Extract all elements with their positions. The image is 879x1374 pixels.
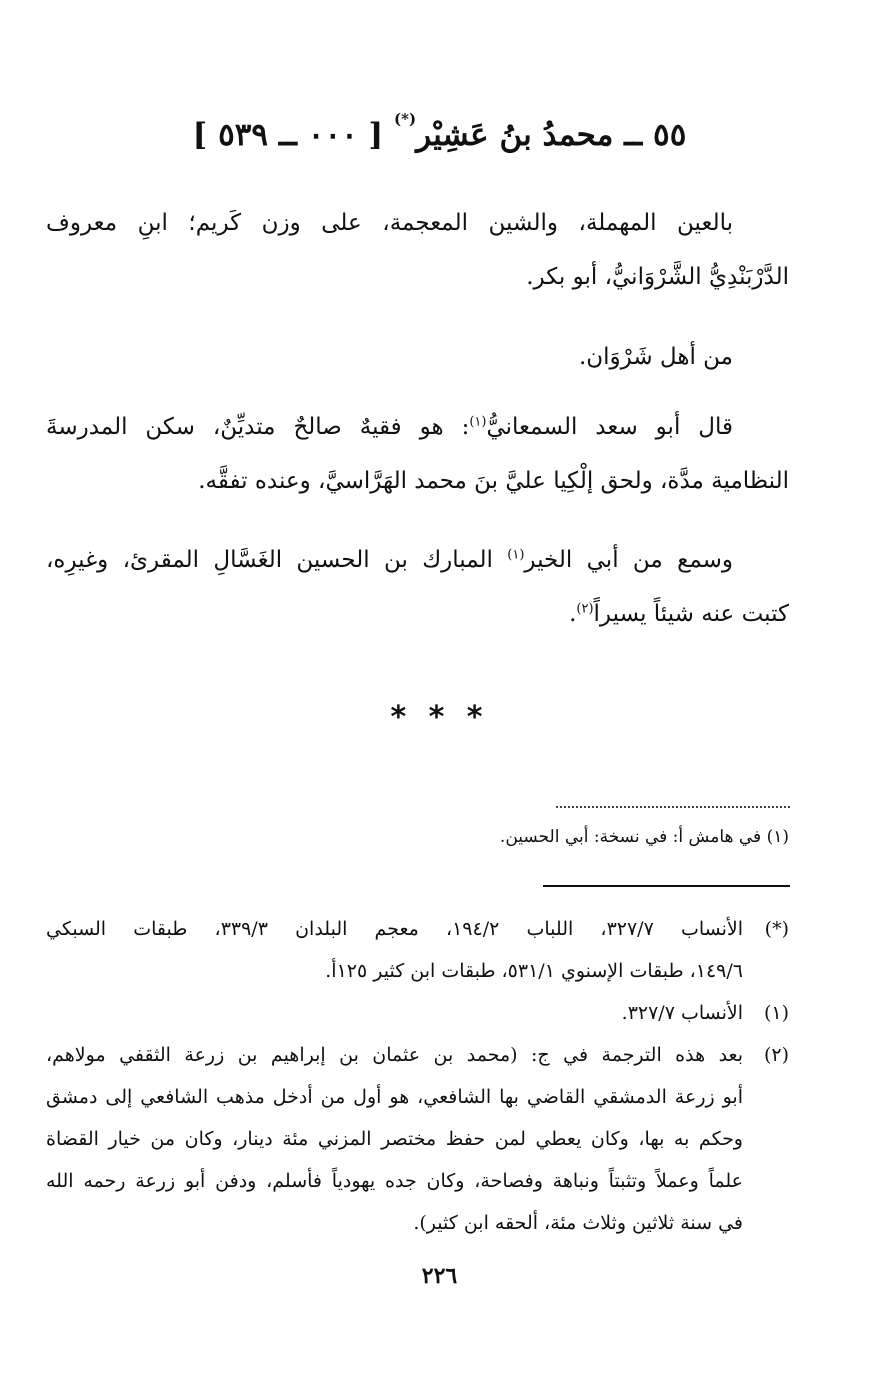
paragraph-text: المبارك بن الحسين الغَسَّالِ المقرئ، وغيرِه،: [46, 547, 508, 573]
margin-note-number: (١): [766, 827, 789, 847]
footnote-line: علماً وعملاً وتثبتاً ونباهة وفصاحة، وكان جده يهودياً فأسلم، ودفن أبو زرعة رحمه الله: [46, 1170, 743, 1192]
footnote-number: (١): [763, 1002, 789, 1024]
paragraph-text: قال أبو سعد السمعانيُّ: [486, 414, 734, 440]
paragraph-1: [46, 196, 789, 304]
footnote-item: [46, 908, 789, 992]
footnote-line: أبو زرعة الدمشقي القاضي بها الشافعي، هو أول من أدخل مذهب الشافعي إلى دمشق: [46, 1086, 743, 1108]
footnote-item: [46, 1034, 789, 1244]
footnote-line: الأنساب ٣٢٧/٧، اللباب ١٩٤/٢، معجم البلدان ٣٣٩/٣، طبقات السبكي: [46, 918, 743, 940]
section-separator: * * *: [390, 700, 489, 735]
paragraph-text: .: [569, 601, 577, 627]
paragraph-3: [46, 400, 789, 508]
paragraph-line: الدَّرْبَنْدِيُّ الشَّرْوَانيُّ، أبو بكر.: [526, 264, 789, 290]
paragraph-line: [46, 533, 789, 587]
page-number: ٢٢٦: [421, 1263, 458, 1289]
paragraph-4: [46, 533, 789, 641]
footnotes: [46, 908, 789, 1244]
paragraph-line: [46, 400, 789, 454]
footnote-line: بعد هذه الترجمة في ج: (محمد بن عثمان بن إبراهيم بن زرعة الثقفي مولاهم،: [46, 1044, 743, 1066]
footnote-divider: [543, 885, 790, 887]
footnote-line: في سنة ثلاثين وثلاث مئة، ألحقه ابن كثير).: [413, 1212, 743, 1234]
paragraph-text: وسمع من أبي الخير: [524, 547, 733, 573]
footnote-ref[interactable]: (٢): [576, 601, 594, 617]
footnote-number: (*): [764, 918, 789, 940]
dotted-divider: [556, 806, 790, 808]
paragraph-line: [46, 587, 789, 641]
margin-note: [200, 822, 789, 852]
margin-note-text: في هامش أ: في نسخة: أبي الحسين.: [499, 827, 762, 847]
paragraph-line: من أهل شَرْوَان.: [578, 344, 733, 370]
footnote-line: ١٤٩/٦، طبقات الإسنوي ٥٣١/١، طبقات ابن كثير ١٢٥أ.: [325, 960, 743, 982]
paragraph-text: كتبت عنه شيئاً يسيراً: [593, 601, 789, 627]
paragraph-line: النظامية مدَّة، ولحق إلْكِيا عليَّ بنَ محمد الهَرَّاسيَّ، وعنده تفقَّه.: [198, 468, 789, 494]
paragraph-text: : هو فقيهٌ صالحٌ متديِّنٌ، سكن المدرسةَ: [46, 414, 470, 440]
footnote-ref[interactable]: (١): [469, 414, 487, 430]
entry-title-marker: (*): [394, 110, 417, 128]
paragraph-2: [46, 330, 789, 384]
entry-title: ٥٥ ــ محمدُ بنُ عَشِيْر: [416, 117, 687, 153]
entry-dates: [ ٠٠٠ ــ ٥٣٩ ]: [192, 117, 384, 153]
footnote-line: الأنساب ٣٢٧/٧.: [621, 1002, 743, 1024]
footnote-item: [46, 992, 789, 1034]
entry-heading: [100, 112, 779, 158]
footnote-number: (٢): [763, 1044, 789, 1066]
footnote-ref[interactable]: (١): [507, 547, 525, 563]
footnote-line: وحكم به بها، وكان يعطي لمن حفظ مختصر المزني مئة دينار، وكان من خيار القضاة: [46, 1128, 743, 1150]
paragraph-line: بالعين المهملة، والشين المعجمة، على وزن كَريم؛ ابنِ معروف: [46, 210, 733, 236]
